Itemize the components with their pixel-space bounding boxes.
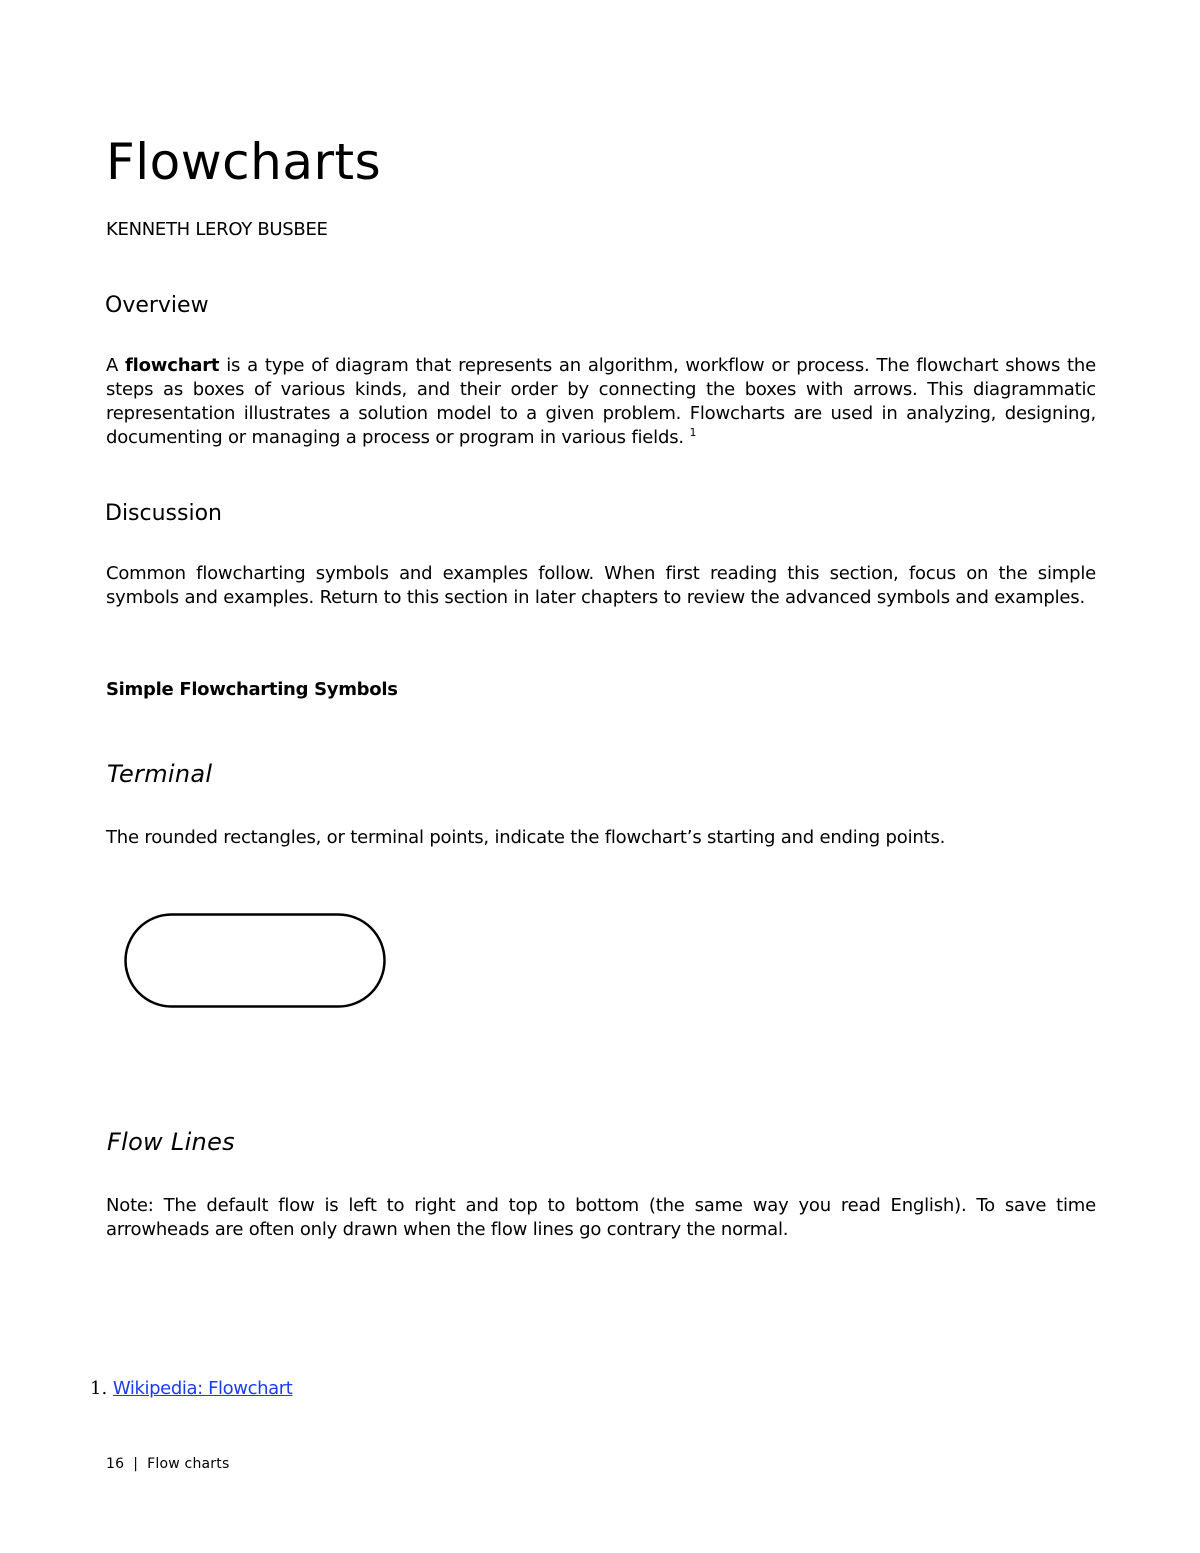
overview-text: is a type of diagram that represents an algorithm, workflow or process. The flowchart shows the steps as boxes of various kinds, and their order by connecting the boxes with arrows. This diagrammatic representation illustrates a solution model to a given problem. Flowcharts are used in analyzing, designing, documenting or managing a process or program in various fields.	[106, 355, 1096, 448]
discussion-heading: Discussion	[105, 501, 222, 526]
footer-chapter: Flow charts	[147, 1456, 230, 1472]
simple-symbols-heading: Simple Flowcharting Symbols	[106, 679, 398, 700]
footer-separator: |	[133, 1456, 139, 1472]
terminal-description: The rounded rectangles, or terminal points, indicate the flowchart’s starting and ending points.	[106, 827, 946, 848]
overview-lead: A	[106, 355, 126, 376]
flowchart-term: flowchart	[125, 355, 220, 376]
footnote-ref[interactable]: 1	[689, 426, 697, 439]
author-name: KENNETH LEROY BUSBEE	[106, 219, 328, 240]
overview-heading: Overview	[105, 293, 209, 318]
footnote-number: 1.	[90, 1378, 108, 1399]
terminal-heading: Terminal	[107, 760, 213, 788]
discussion-paragraph: Common flowcharting symbols and examples follow. When first reading this section, focus on the simple symbols and examples. Return to this section in later chapters to review the advanced symbols and examples.	[106, 563, 1096, 608]
flow-lines-heading: Flow Lines	[107, 1128, 235, 1156]
page-title: Flowcharts	[106, 133, 382, 191]
overview-paragraph	[106, 354, 1096, 450]
terminal-symbol	[124, 913, 386, 1008]
terminal-rounded-rectangle	[126, 915, 385, 1007]
footnote-link[interactable]: Wikipedia: Flowchart	[112, 1378, 293, 1399]
footnote	[90, 1377, 292, 1401]
flow-lines-note: Note: The default flow is left to right and top to bottom (the same way you read English). To save time arrowheads are often only drawn when the flow lines go contrary the normal.	[106, 1195, 1096, 1240]
page-number: 16	[106, 1456, 125, 1472]
page-footer	[106, 1454, 229, 1474]
